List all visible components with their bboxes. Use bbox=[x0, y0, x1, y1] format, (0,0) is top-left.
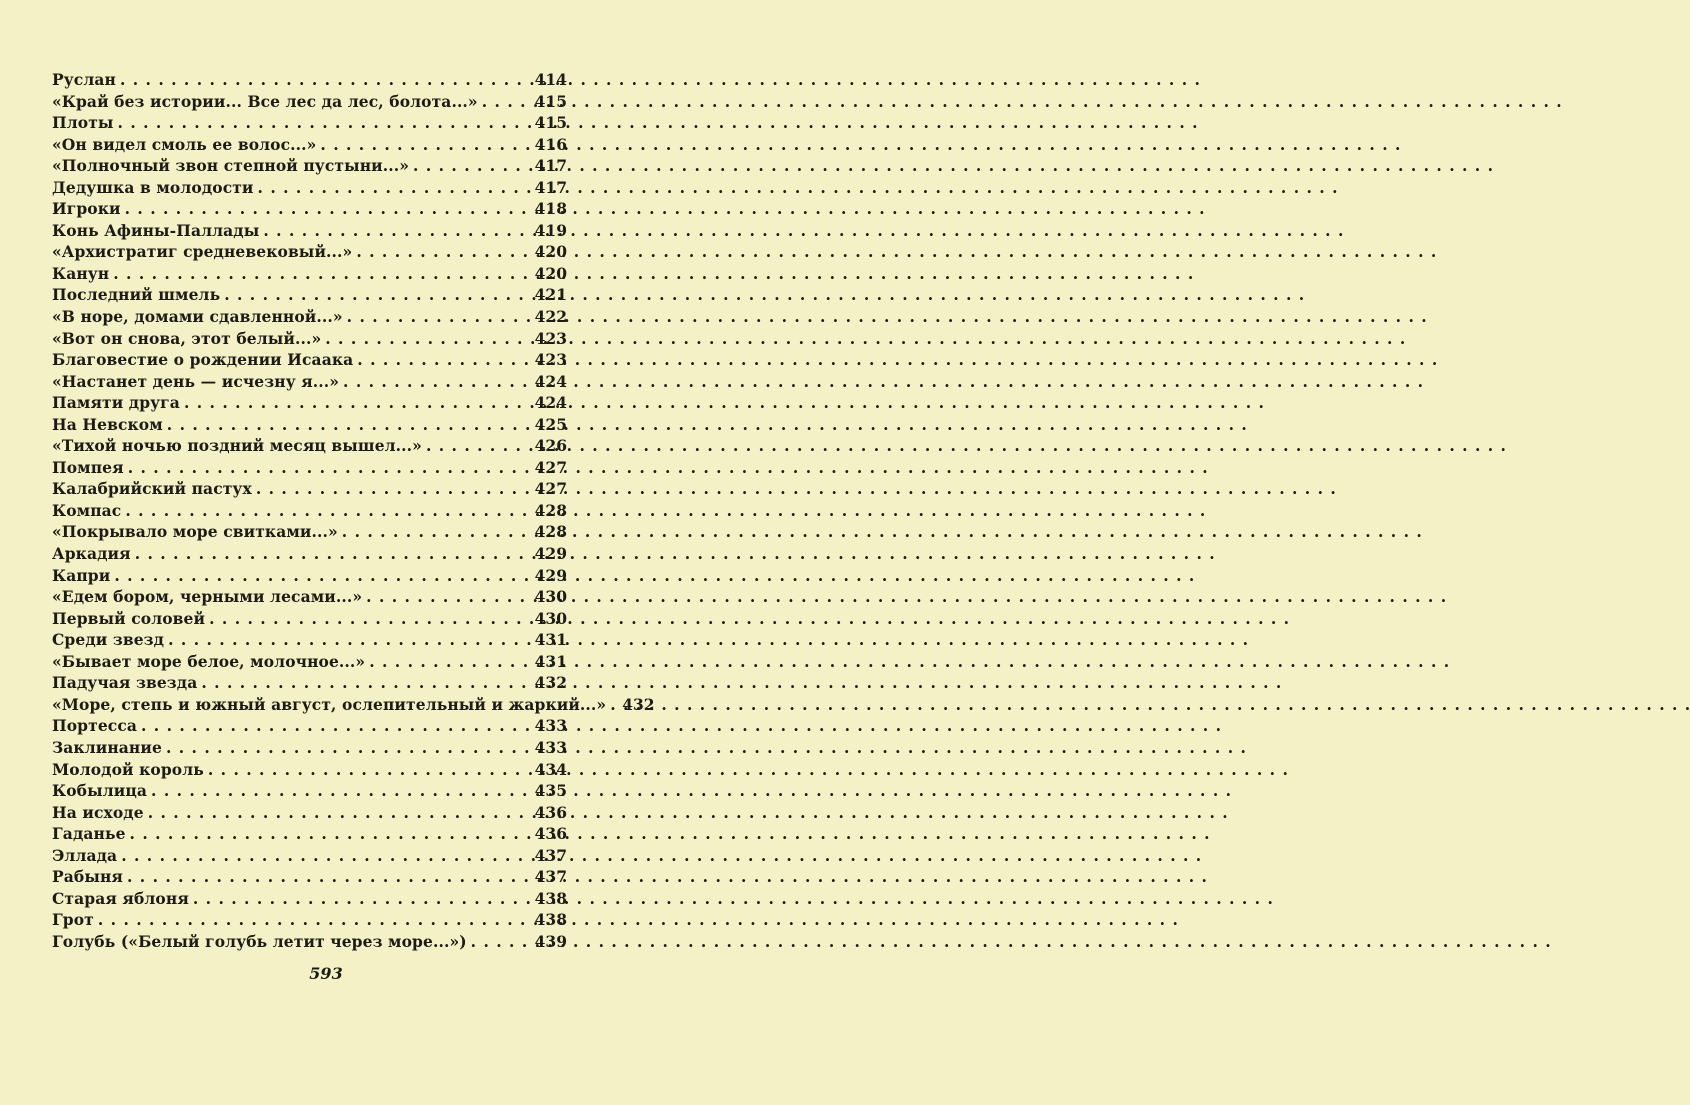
dot-leader bbox=[610, 695, 618, 714]
toc-entry bbox=[52, 436, 567, 458]
toc-entry-title: Помпея bbox=[52, 457, 124, 477]
dot-leader bbox=[208, 760, 531, 779]
toc-entry-page: 433 bbox=[534, 737, 567, 757]
toc-entry-title: Руслан bbox=[52, 70, 116, 89]
toc-entry-page: 423 bbox=[534, 350, 567, 370]
toc-entry-page: 417 bbox=[534, 156, 567, 176]
toc-entry-title: Последний шмель bbox=[52, 285, 221, 305]
dot-leader bbox=[141, 716, 531, 735]
toc-entry-title: Капри bbox=[52, 565, 111, 585]
toc-entry-page: 424 bbox=[534, 393, 567, 413]
toc-entry-page: 427 bbox=[534, 457, 567, 477]
dot-leader bbox=[135, 544, 531, 563]
toc-entry-page: 438 bbox=[534, 888, 567, 908]
dot-leader bbox=[130, 824, 531, 843]
dot-leader bbox=[325, 329, 530, 348]
toc-entry-title: Портесса bbox=[52, 716, 137, 736]
toc-entry bbox=[52, 92, 567, 114]
toc-entry-page: 430 bbox=[534, 587, 567, 607]
toc-entry bbox=[52, 587, 567, 609]
toc-entry-page: 422 bbox=[534, 307, 567, 327]
toc-entry-title: На Невском bbox=[52, 414, 163, 434]
toc-entry bbox=[52, 781, 567, 803]
toc-entry bbox=[52, 867, 567, 889]
toc-entry-title: Калабрийский пастух bbox=[52, 479, 252, 499]
dot-leader bbox=[357, 350, 530, 369]
dot-leader bbox=[356, 242, 530, 261]
toc-entry bbox=[52, 135, 567, 157]
toc-entry-title: Старая яблоня bbox=[52, 888, 189, 908]
toc-entry bbox=[52, 285, 567, 307]
dot-leader bbox=[125, 501, 530, 520]
toc-entry bbox=[52, 738, 567, 760]
toc-entry-title: Рабыня bbox=[52, 867, 123, 887]
dot-leader bbox=[166, 738, 531, 757]
toc-entry bbox=[52, 156, 567, 178]
toc-entry-page: 415 bbox=[534, 91, 567, 111]
toc-entry bbox=[52, 393, 567, 415]
toc-entry-title: Среди звезд bbox=[52, 630, 165, 650]
toc-entry bbox=[52, 566, 567, 588]
toc-entry-page: 421 bbox=[534, 285, 567, 305]
toc-entry-page: 419 bbox=[534, 220, 567, 240]
dot-leader bbox=[366, 587, 530, 606]
dot-leader bbox=[193, 889, 531, 908]
toc-entry-title: «Море, степь и южный август, ослепительный и жаркий...» bbox=[52, 694, 607, 714]
dot-leader bbox=[256, 479, 531, 498]
toc-entry-page: 429 bbox=[534, 565, 567, 585]
toc-entry bbox=[52, 329, 567, 351]
toc-entry-page: 416 bbox=[534, 134, 567, 154]
toc-entry-title: «Едем бором, черными лесами...» bbox=[52, 587, 363, 607]
toc-entry-title: Гаданье bbox=[52, 824, 126, 844]
toc-entry-page: 426 bbox=[534, 436, 567, 456]
toc-entry-title: Эллада bbox=[52, 845, 118, 865]
toc-entry-title: «Тихой ночью поздний месяц вышел...» bbox=[52, 436, 422, 456]
toc-entry-page: 432 bbox=[534, 673, 567, 693]
dot-leader bbox=[127, 867, 531, 886]
toc-entry-title: Благовестие о рождении Исаака bbox=[52, 350, 354, 370]
table-of-contents bbox=[52, 70, 655, 953]
toc-entry-title: «Вот он снова, этот белый...» bbox=[52, 328, 322, 348]
toc-entry-page: 415 bbox=[534, 113, 567, 133]
toc-entry-page: 432 bbox=[622, 694, 655, 714]
dot-leader bbox=[369, 652, 530, 671]
dot-leader bbox=[224, 285, 530, 304]
toc-entry-title: «Архистратиг средневековый...» bbox=[52, 242, 353, 262]
toc-entry-title: «Настанет день — исчезну я...» bbox=[52, 371, 340, 391]
toc-entry bbox=[52, 264, 567, 286]
toc-entry-page: 428 bbox=[534, 522, 567, 542]
toc-entry bbox=[52, 372, 567, 394]
toc-entry bbox=[52, 910, 567, 932]
toc-entry-page: 418 bbox=[534, 199, 567, 219]
dot-leader bbox=[113, 264, 530, 283]
dot-leader bbox=[167, 415, 531, 434]
toc-entry-title: Голубь («Белый голубь летит через море...») bbox=[52, 931, 467, 951]
toc-entry bbox=[52, 70, 567, 92]
toc-entry-title: «Бывает море белое, молочное...» bbox=[52, 651, 366, 671]
toc-entry bbox=[52, 544, 567, 566]
toc-entry bbox=[52, 846, 567, 868]
toc-entry-page: 424 bbox=[534, 371, 567, 391]
toc-entry-page: 433 bbox=[534, 716, 567, 736]
toc-entry bbox=[52, 113, 567, 135]
toc-entry-page: 428 bbox=[534, 500, 567, 520]
toc-entry-title: «Покрывало море свитками...» bbox=[52, 522, 338, 542]
toc-entry-page: 436 bbox=[534, 824, 567, 844]
dot-leader bbox=[98, 910, 531, 929]
dot-leader bbox=[343, 372, 531, 391]
toc-entry bbox=[52, 522, 567, 544]
dot-leader bbox=[148, 803, 531, 822]
toc-entry bbox=[52, 803, 567, 825]
dot-leader bbox=[151, 781, 531, 800]
toc-entry bbox=[52, 501, 567, 523]
toc-entry-page: 434 bbox=[534, 759, 567, 779]
dot-leader bbox=[263, 221, 530, 240]
toc-entry-page: 414 bbox=[534, 70, 567, 89]
toc-entry bbox=[52, 199, 567, 221]
toc-entry-title: Первый соловей bbox=[52, 608, 206, 628]
toc-entry-title: На исходе bbox=[52, 802, 144, 822]
toc-entry bbox=[52, 760, 567, 782]
dot-leader bbox=[118, 113, 531, 132]
dot-leader bbox=[114, 566, 530, 585]
dot-leader bbox=[128, 458, 531, 477]
toc-entry-title: Аркадия bbox=[52, 544, 131, 564]
toc-entry-page: 420 bbox=[534, 263, 567, 283]
toc-entry bbox=[52, 889, 567, 911]
toc-entry-title: Памяти друга bbox=[52, 393, 180, 413]
toc-entry-page: 423 bbox=[534, 328, 567, 348]
toc-entry bbox=[52, 221, 567, 243]
dot-leader bbox=[168, 630, 531, 649]
toc-entry-title: «Полночный звон степной пустыни...» bbox=[52, 156, 410, 176]
toc-entry bbox=[52, 652, 567, 674]
toc-entry bbox=[52, 694, 655, 717]
toc-entry-page: 439 bbox=[534, 931, 567, 951]
toc-entry-title: Конь Афины-Паллады bbox=[52, 220, 260, 240]
toc-entry-page: 437 bbox=[534, 867, 567, 887]
toc-entry-page: 431 bbox=[534, 651, 567, 671]
dot-leader bbox=[258, 178, 531, 197]
toc-entry-page: 420 bbox=[534, 242, 567, 262]
dot-leader bbox=[184, 393, 531, 412]
dot-leader bbox=[482, 92, 531, 111]
dot-leader bbox=[125, 199, 531, 218]
toc-entry-page: 431 bbox=[534, 630, 567, 650]
toc-entry-page: 436 bbox=[534, 802, 567, 822]
toc-entry bbox=[52, 458, 567, 480]
page-number: 593 bbox=[309, 964, 343, 983]
toc-entry-title: Молодой король bbox=[52, 759, 204, 779]
dot-leader bbox=[320, 135, 530, 154]
toc-entry bbox=[52, 673, 567, 695]
toc-entry-page: 430 bbox=[534, 608, 567, 628]
toc-entry bbox=[52, 178, 567, 200]
toc-entry-title: Падучая звезда bbox=[52, 673, 198, 693]
toc-entry-title: «Край без истории... Все лес да лес, болота...» bbox=[52, 91, 478, 111]
dot-leader bbox=[471, 932, 531, 951]
toc-entry-title: Грот bbox=[52, 910, 94, 930]
toc-entry bbox=[52, 242, 567, 264]
toc-entry-title: Дедушка в молодости bbox=[52, 177, 254, 197]
dot-leader bbox=[342, 522, 531, 541]
toc-entry-title: Кобылица bbox=[52, 781, 148, 801]
toc-entry-title: Плоты bbox=[52, 113, 114, 133]
toc-entry bbox=[52, 932, 567, 954]
toc-entry-title: Канун bbox=[52, 263, 110, 283]
dot-leader bbox=[413, 156, 531, 175]
dot-leader bbox=[347, 307, 531, 326]
toc-entry-title: Компас bbox=[52, 500, 122, 520]
toc-entry-title: «Он видел смоль ее волос...» bbox=[52, 134, 317, 154]
dot-leader bbox=[426, 436, 531, 455]
toc-entry-page: 429 bbox=[534, 544, 567, 564]
toc-entry-page: 425 bbox=[534, 414, 567, 434]
toc-entry-page: 417 bbox=[534, 177, 567, 197]
toc-entry-page: 427 bbox=[534, 479, 567, 499]
dot-leader bbox=[120, 70, 531, 89]
toc-entry-title: Заклинание bbox=[52, 737, 162, 757]
toc-entry-title: «В норе, домами сдавленной...» bbox=[52, 307, 343, 327]
toc-entry bbox=[52, 824, 567, 846]
toc-entry-page: 435 bbox=[534, 781, 567, 801]
toc-entry bbox=[52, 630, 567, 652]
dot-leader bbox=[209, 609, 531, 628]
toc-entry bbox=[52, 415, 567, 437]
dot-leader bbox=[201, 673, 530, 692]
toc-entry-page: 438 bbox=[534, 910, 567, 930]
toc-entry bbox=[52, 350, 567, 372]
toc-entry bbox=[52, 307, 567, 329]
toc-entry-page: 437 bbox=[534, 845, 567, 865]
toc-entry-title: Игроки bbox=[52, 199, 121, 219]
toc-entry bbox=[52, 479, 567, 501]
toc-entry bbox=[52, 716, 567, 738]
dot-leader bbox=[121, 846, 530, 865]
toc-entry bbox=[52, 609, 567, 631]
